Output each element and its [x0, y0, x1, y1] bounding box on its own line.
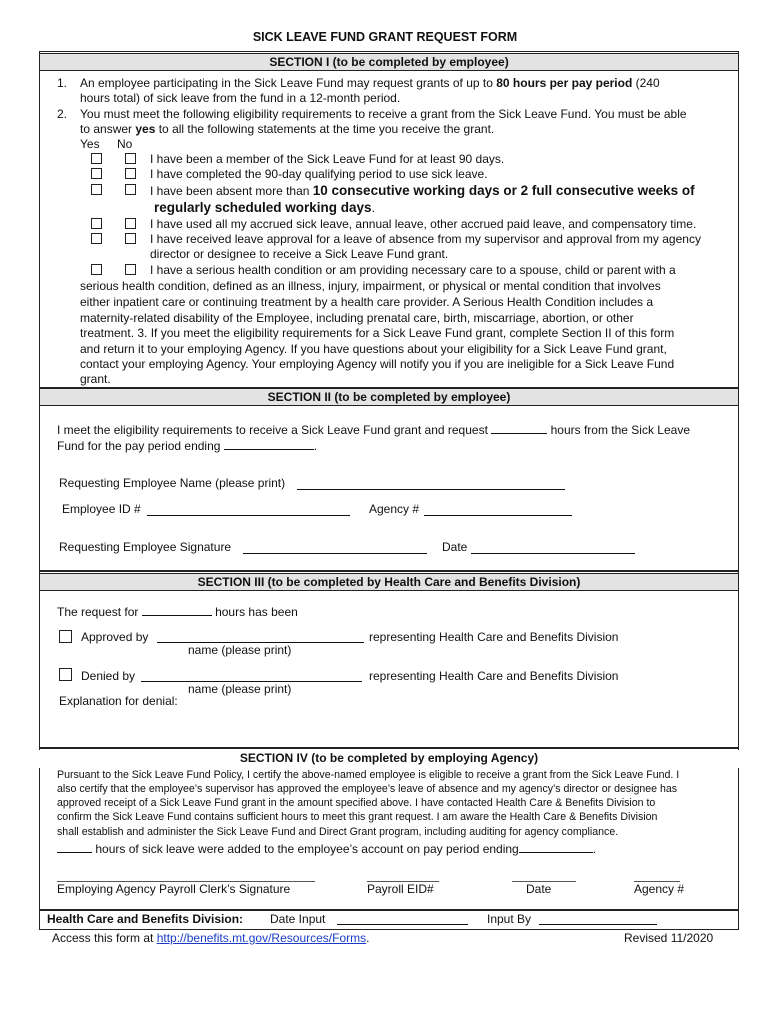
item-1-line-1: An employee participating in the Sick Leave Fund may request grants of up to 80 hours per pay period (240: [80, 76, 660, 90]
statement-6-line-7: contact your employing Agency. Your employing Agency will notify you if you are ineligible for a Sick Leave Fund: [80, 357, 675, 371]
denied-by-label: Denied by: [81, 669, 136, 683]
employee-signature-label: Requesting Employee Signature: [59, 540, 232, 554]
section-1-heading: SECTION I (to be completed by employee): [39, 53, 739, 71]
pay-period-end-field[interactable]: [519, 841, 593, 853]
employee-id-field[interactable]: [147, 515, 350, 516]
hours-added-field[interactable]: [57, 841, 92, 853]
statement-2-text: I have completed the 90-day qualifying period to use sick leave.: [150, 167, 488, 181]
statement-1-text: I have been a member of the Sick Leave Fund for at least 90 days.: [150, 152, 505, 166]
item-1-line-2: hours total) of sick leave from the fund in a 12-month period.: [80, 91, 401, 105]
certification-line-5: shall establish and administer the Sick Leave Fund and Direct Grant program, including auditing for agency compliance.: [57, 826, 619, 838]
employee-id-label: Employee ID #: [62, 502, 141, 516]
certification-line-1: Pursuant to the Sick Leave Fund Policy, I certify the above-named employee is eligible to receive a grant from the Sick Leave Fund. I: [57, 769, 680, 781]
statement-4-yes-checkbox[interactable]: [91, 218, 102, 229]
input-by-label: Input By: [487, 912, 532, 926]
certification-line-2: also certify that the employee’s supervisor has approved the employee’s leave of absence and my agency’s director or designee has: [57, 783, 678, 795]
date-input-field[interactable]: [337, 924, 468, 925]
statement-5-line-1: I have received leave approval for a leave of absence from my supervisor and approval from my agency: [150, 232, 701, 246]
employee-name-label: Requesting Employee Name (please print): [59, 476, 286, 490]
payroll-eid-label: Payroll EID#: [367, 882, 434, 896]
agency-number-field[interactable]: [424, 515, 572, 516]
statement-6-line-8: grant.: [80, 372, 111, 386]
statement-6-line-6: and return it to your employing Agency. If you have questions about your eligibility for a Sick Leave Fund grant,: [80, 342, 667, 356]
agency-number-label-2: Agency #: [634, 882, 685, 896]
denied-name-caption: name (please print): [188, 682, 292, 696]
denial-explanation-label: Explanation for denial:: [59, 694, 178, 708]
statement-5-line-2: director or designee to receive a Sick Leave Fund grant.: [150, 247, 449, 261]
statement-3-line-1: I have been absent more than 10 consecutive working days or 2 full consecutive weeks of: [150, 183, 695, 198]
employee-signature-field[interactable]: [243, 553, 427, 554]
statement-3-yes-checkbox[interactable]: [91, 184, 102, 195]
statement-3-no-checkbox[interactable]: [125, 184, 136, 195]
approved-by-label: Approved by: [81, 630, 149, 644]
request-line-2: Fund for the pay period ending .: [57, 439, 318, 453]
employee-name-field[interactable]: [297, 489, 565, 490]
clerk-signature-label: Employing Agency Payroll Clerk’s Signature: [57, 882, 291, 896]
item-2-number: 2.: [57, 107, 68, 121]
statement-6-line-2: serious health condition, defined as an illness, injury, impairment, or physical or mental condition that involves: [80, 279, 661, 293]
employee-date-label: Date: [442, 540, 468, 554]
section-3-heading: SECTION III (to be completed by Health Care and Benefits Division): [39, 573, 739, 591]
request-hours-line: The request for hours has been: [57, 605, 298, 619]
revision-date: Revised 11/2020: [624, 931, 714, 945]
agency-date-label: Date: [526, 882, 552, 896]
statement-4-text: I have used all my accrued sick leave, annual leave, other accrued paid leave, and compensatory time.: [150, 217, 697, 231]
statement-2-no-checkbox[interactable]: [125, 168, 136, 179]
statement-5-no-checkbox[interactable]: [125, 233, 136, 244]
certification-line-3: approved receipt of a Sick Leave Fund grant in the amount specified above. I have contacted Health Care & Benefits Division to: [57, 797, 656, 809]
item-2-line-2: to answer yes to all the following statements at the time you receive the grant.: [80, 122, 495, 136]
statement-2-yes-checkbox[interactable]: [91, 168, 102, 179]
hours-added-line: hours of sick leave were added to the employee’s account on pay period ending .: [57, 841, 596, 857]
denied-checkbox[interactable]: [59, 668, 72, 681]
requested-hours-field[interactable]: [491, 422, 547, 434]
employee-date-field[interactable]: [471, 553, 635, 554]
agency-number-label: Agency #: [369, 502, 420, 516]
date-input-label: Date Input: [270, 912, 326, 926]
approved-name-caption: name (please print): [188, 643, 292, 657]
statement-6-line-1: I have a serious health condition or am providing necessary care to a spouse, child or parent with a: [150, 263, 676, 277]
statement-3-line-2: regularly scheduled working days.: [154, 200, 375, 215]
statement-4-no-checkbox[interactable]: [125, 218, 136, 229]
request-line-1: I meet the eligibility requirements to receive a Sick Leave Fund grant and request hours from the Sick Leave: [57, 423, 690, 437]
form-title: SICK LEAVE FUND GRANT REQUEST FORM: [252, 30, 518, 44]
item-1-number: 1.: [57, 76, 68, 90]
statement-1-no-checkbox[interactable]: [125, 153, 136, 164]
statement-6-line-4: maternity-related disability of the Employee, including prenatal care, birth, miscarriage, abortion, or other: [80, 311, 634, 325]
item-2-line-1: You must meet the following eligibility requirements to receive a grant from the Sick Leave Fund. You must be able: [80, 107, 687, 121]
yes-column-label: Yes: [80, 137, 100, 151]
statement-6-line-5: treatment. 3. If you meet the eligibility requirements for a Sick Leave Fund grant, complete Section II of this form: [80, 326, 675, 340]
no-column-label: No: [117, 137, 133, 151]
statement-1-yes-checkbox[interactable]: [91, 153, 102, 164]
statement-6-no-checkbox[interactable]: [125, 264, 136, 275]
section-3-box: [39, 571, 739, 748]
pay-period-ending-field[interactable]: [224, 438, 314, 450]
input-by-field[interactable]: [539, 924, 657, 925]
statement-5-yes-checkbox[interactable]: [91, 233, 102, 244]
section-2-heading: SECTION II (to be completed by employee): [39, 388, 739, 406]
section-4-heading: SECTION IV (to be completed by employing Agency): [39, 750, 739, 768]
denied-rep-text: representing Health Care and Benefits Division: [369, 669, 619, 683]
approved-checkbox[interactable]: [59, 630, 72, 643]
granted-hours-field[interactable]: [142, 604, 212, 616]
approved-rep-text: representing Health Care and Benefits Division: [369, 630, 619, 644]
statement-6-yes-checkbox[interactable]: [91, 264, 102, 275]
access-form-text: Access this form at http://benefits.mt.gov/Resources/Forms.: [52, 931, 370, 945]
hcbd-label: Health Care and Benefits Division:: [47, 912, 244, 926]
statement-6-line-3: either inpatient care or continuing treatment by a health care provider. A Serious Health Condition includes a: [80, 295, 654, 309]
forms-link[interactable]: http://benefits.mt.gov/Resources/Forms: [156, 931, 367, 945]
certification-line-4: confirm the Sick Leave Fund contains sufficient hours to meet this grant request. I am aware the Health Care & Benefits Division: [57, 811, 658, 823]
